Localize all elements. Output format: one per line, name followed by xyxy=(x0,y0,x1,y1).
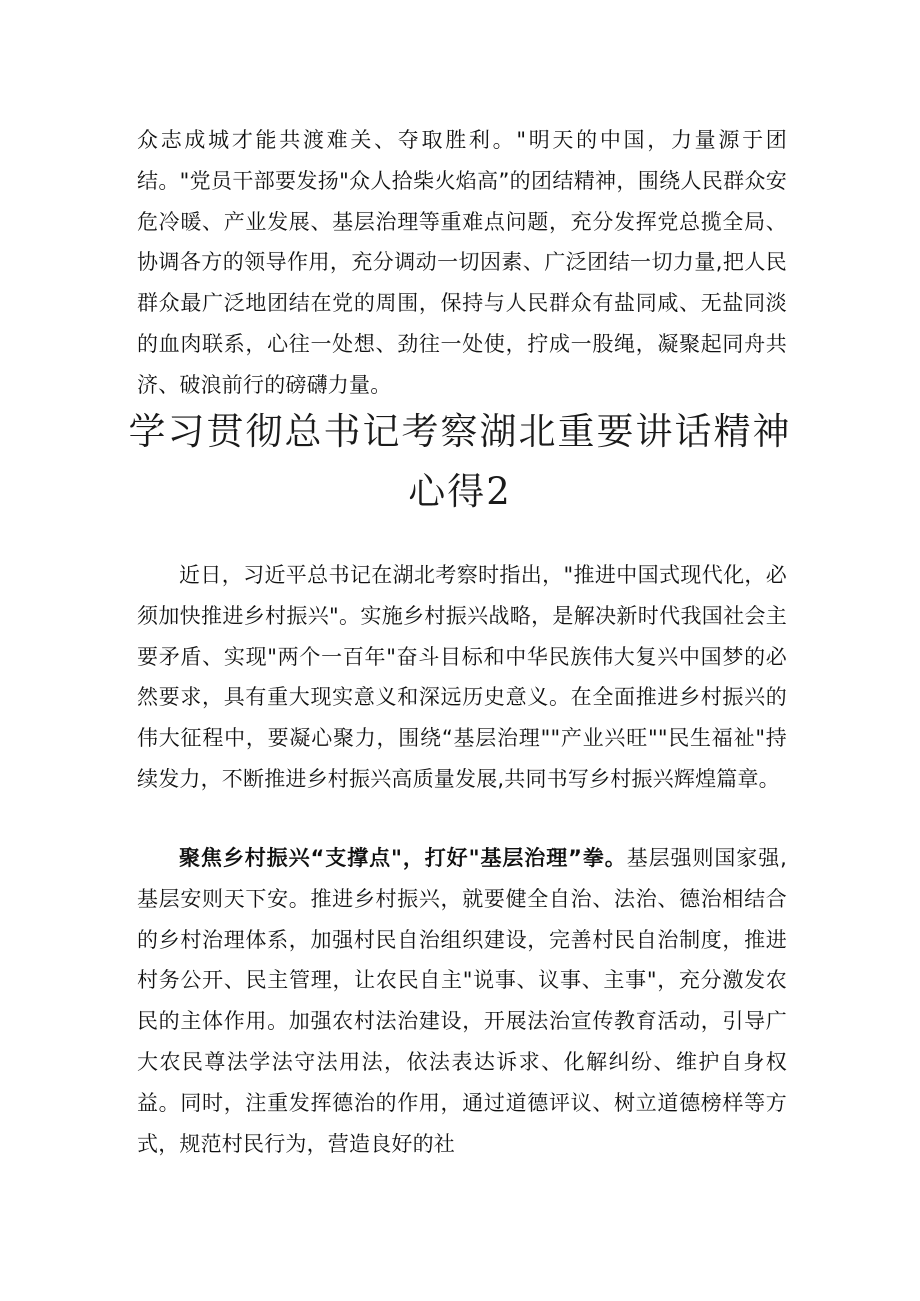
paragraph-lead-heading: 聚焦乡村振兴“支撑点"，打好"基层治理”拳。 xyxy=(179,846,627,870)
paragraph-grassroots-governance xyxy=(137,838,787,1164)
paragraph-rural-revitalization-intro: 近日，习近平总书记在湖北考察时指出，"推进中国式现代化，必须加快推进乡村振兴"。实施乡村振兴战略，是解决新时代我国社会主要矛盾、实现"两个一百年"奋斗目标和中华民族伟大复兴中国梦的必然要求，具有重大现实意义和深远历史意义。在全面推进乡村振兴的伟大征程中，要凝心聚力，围绕“基层治理""产业兴旺""民生福祉"持续发力，不断推进乡村振兴高质量发展,共同书写乡村振兴辉煌篇章。 xyxy=(137,563,787,791)
document-title: 学习贯彻总书记考察湖北重要讲话精神心得2 xyxy=(128,410,792,513)
paragraph-body-text: 基层强则国家强,基层安则天下安。推进乡村振兴，就要健全自治、法治、德治相结合的乡村治理体系，加强村民自治组织建设，完善村民自治制度，推进村务公开、民主管理，让农民自主"说事、议事、主事"，充分激发农民的主体作用。加强农村法治建设，开展法治宣传教育活动，引导广大农民尊法学法守法用法，依法表达诉求、化解纠纷、维护自身权益。同时，注重发挥德治的作用，通过道德评议、树立道德榜样等方式，规范村民行为，营造良好的社 xyxy=(137,846,787,1156)
paragraph-unity: 众志成城才能共渡难关、夺取胜利。"明天的中国，力量源于团结。"党员干部要发扬"众人拾柴火焰高”的团结精神，围绕人民群众安危冷暖、产业发展、基层治理等重难点问题，充分发挥党总揽全局、协调各方的领导作用，充分调动一切因素、广泛团结一切力量,把人民群众最广泛地团结在党的周围，保持与人民群众有盐同咸、无盐同淡的血肉联系，心往一处想、劲往一处使，拧成一股绳，凝聚起同舟共济、破浪前行的磅礴力量。 xyxy=(137,128,787,397)
